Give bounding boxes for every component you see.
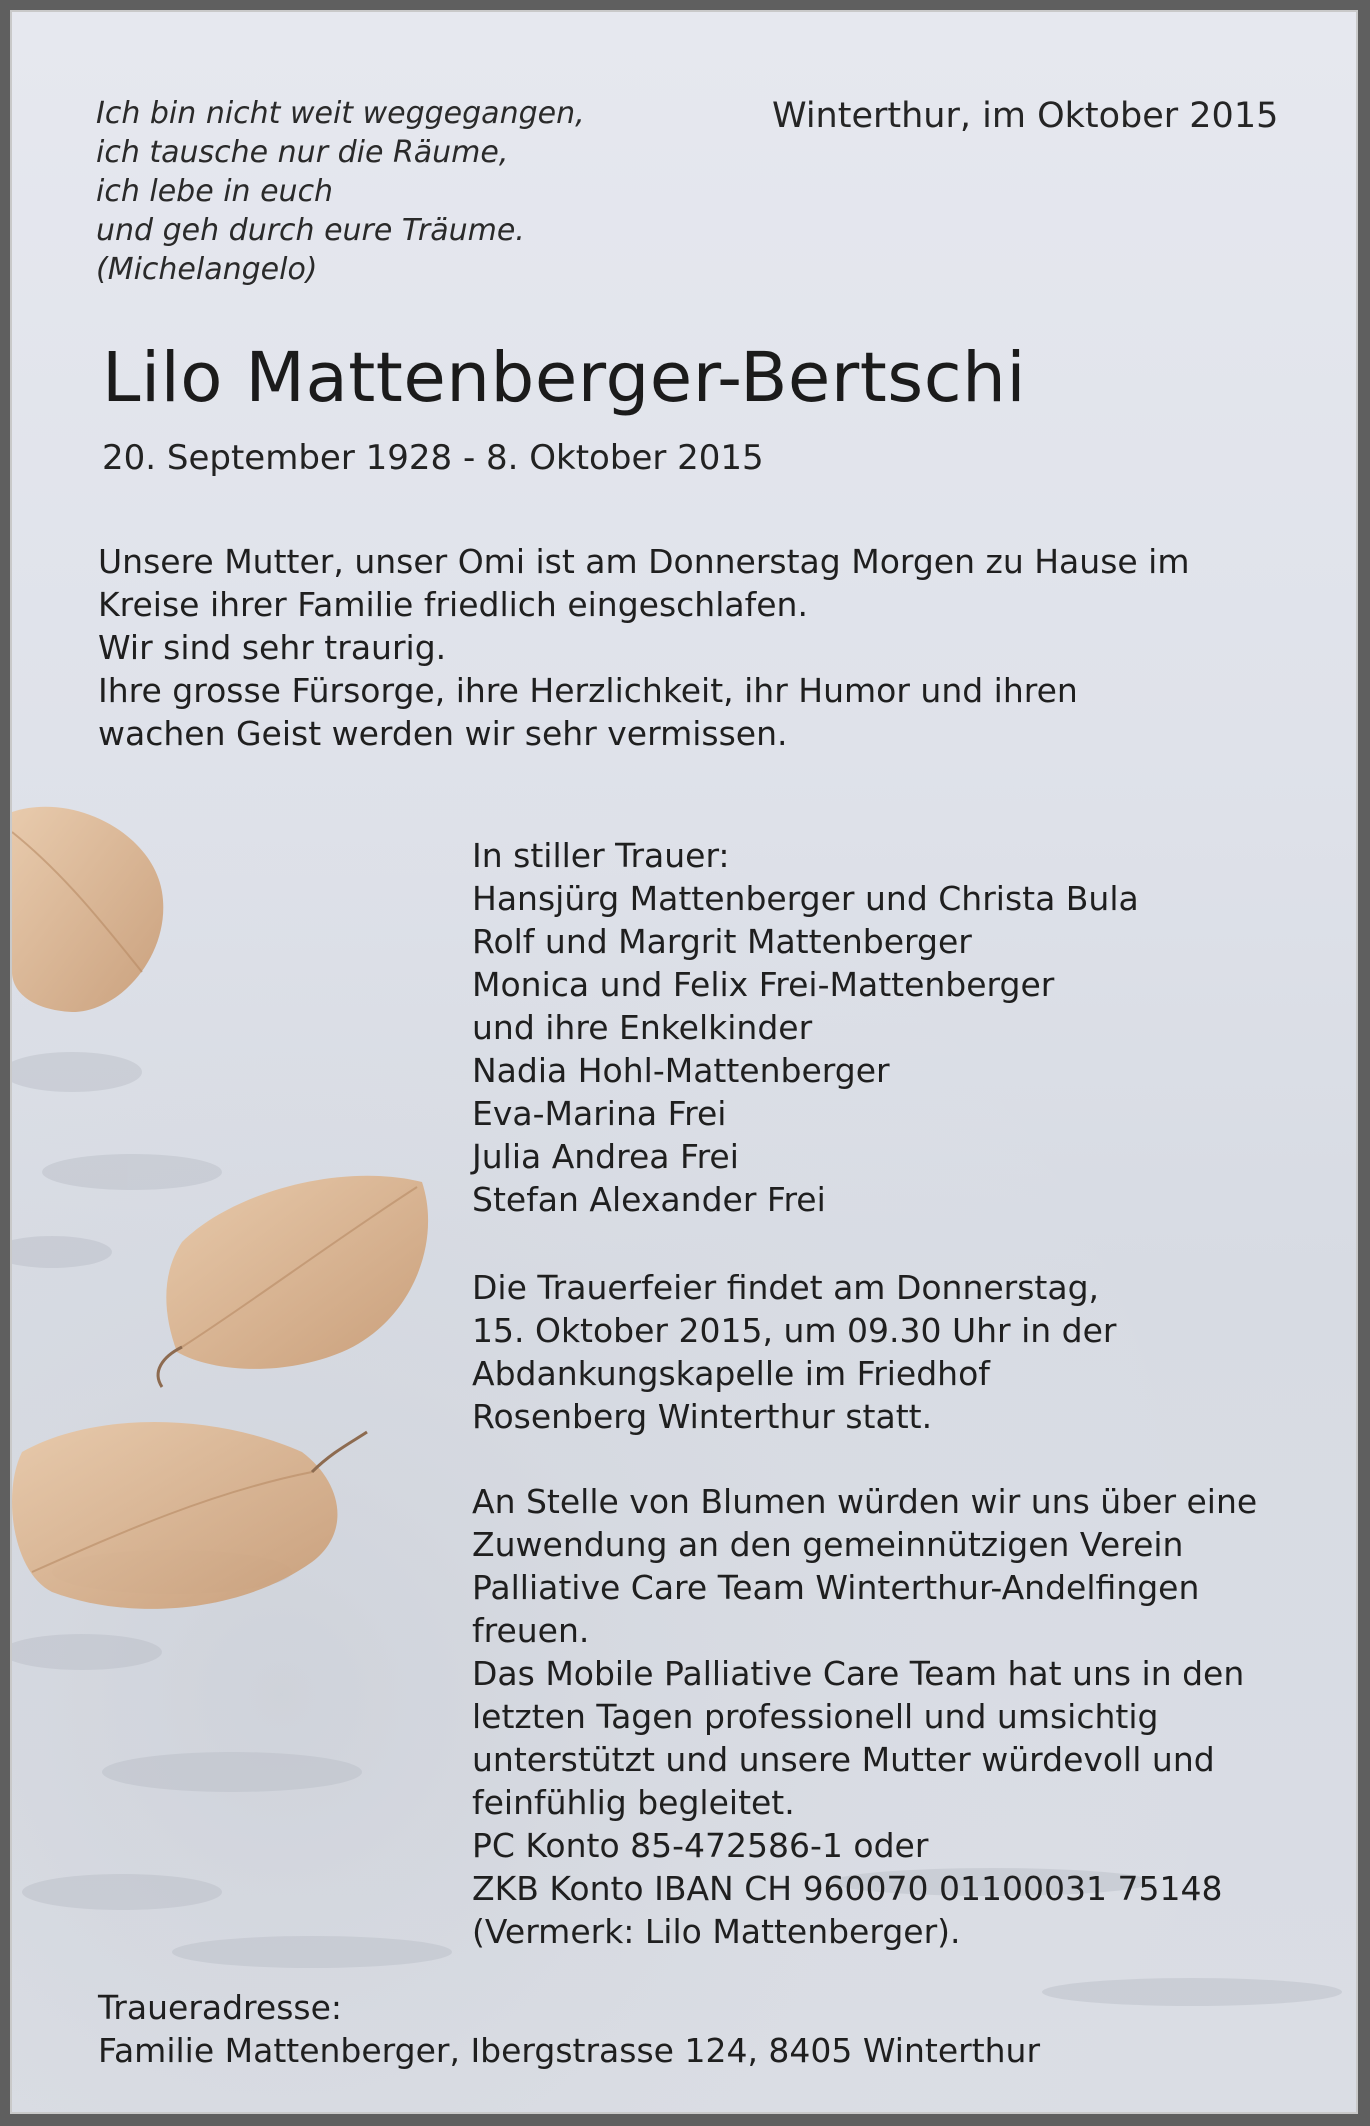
donation-note: (Vermerk: Lilo Mattenberger). (472, 1912, 961, 1951)
deceased-name: Lilo Mattenberger-Bertschi (102, 338, 1027, 418)
quote (96, 94, 585, 289)
address-heading: Traueradresse: (98, 1988, 343, 2027)
donation-line: letzten Tagen professionell und umsichtig (472, 1697, 1159, 1736)
message-line: Kreise ihrer Familie friedlich eingeschlafen. (98, 585, 808, 624)
mourner-entry: Eva-Marina Frei (472, 1094, 727, 1133)
mourner-entry: Stefan Alexander Frei (472, 1180, 826, 1219)
family-message (98, 540, 1190, 755)
mourning-address (98, 1986, 1040, 2072)
donation-line: Das Mobile Palliative Care Team hat uns in den (472, 1654, 1245, 1693)
place-and-date: Winterthur, im Oktober 2015 (772, 96, 1279, 136)
message-line: Ihre grosse Fürsorge, ihre Herzlichkeit, ihr Humor und ihren (98, 671, 1078, 710)
obituary-card (10, 10, 1358, 2114)
donation-line: An Stelle von Blumen würden wir uns über eine (472, 1482, 1258, 1521)
address-line: Familie Mattenberger, Ibergstrasse 124, 8405 Winterthur (98, 2031, 1041, 2070)
quote-line: und geh durch eure Träume. (96, 213, 525, 248)
mourner-entry: Julia Andrea Frei (472, 1137, 739, 1176)
mourners-heading: In stiller Trauer: (472, 836, 730, 875)
donation-line: feinfühlig begleitet. (472, 1783, 795, 1822)
funeral-service-info (472, 1266, 1116, 1438)
mourner-entry: Rolf und Margrit Mattenberger (472, 922, 972, 961)
mourner-entry: Hansjürg Mattenberger und Christa Bula (472, 879, 1139, 918)
donation-info (472, 1480, 1257, 1953)
service-line: Rosenberg Winterthur statt. (472, 1397, 933, 1436)
mourner-entry: Monica und Felix Frei-Mattenberger (472, 965, 1055, 1004)
message-line: wachen Geist werden wir sehr vermissen. (98, 714, 788, 753)
quote-line: ich tausche nur die Räume, (96, 135, 509, 170)
quote-attribution: (Michelangelo) (96, 252, 318, 287)
donation-line: freuen. (472, 1611, 590, 1650)
mourner-entry: und ihre Enkelkinder (472, 1008, 813, 1047)
lifespan-dates: 20. September 1928 - 8. Oktober 2015 (102, 438, 764, 478)
service-line: Abdankungskapelle im Friedhof (472, 1354, 990, 1393)
quote-line: ich lebe in euch (96, 174, 334, 209)
service-line: 15. Oktober 2015, um 09.30 Uhr in der (472, 1311, 1117, 1350)
message-line: Unsere Mutter, unser Omi ist am Donnerstag Morgen zu Hause im (98, 542, 1190, 581)
bank-account-line: PC Konto 85-472586-1 oder (472, 1826, 929, 1865)
donation-line: Palliative Care Team Winterthur-Andelfingen (472, 1568, 1200, 1607)
donation-line: unterstützt und unsere Mutter würdevoll und (472, 1740, 1215, 1779)
mourner-entry: Nadia Hohl-Mattenberger (472, 1051, 890, 1090)
donation-line: Zuwendung an den gemeinnützigen Verein (472, 1525, 1184, 1564)
mourners-list (472, 834, 1139, 1221)
message-line: Wir sind sehr traurig. (98, 628, 447, 667)
bank-account-line: ZKB Konto IBAN CH 960070 01100031 75148 (472, 1869, 1223, 1908)
service-line: Die Trauerfeier findet am Donnerstag, (472, 1268, 1100, 1307)
quote-line: Ich bin nicht weit weggegangen, (96, 96, 585, 131)
